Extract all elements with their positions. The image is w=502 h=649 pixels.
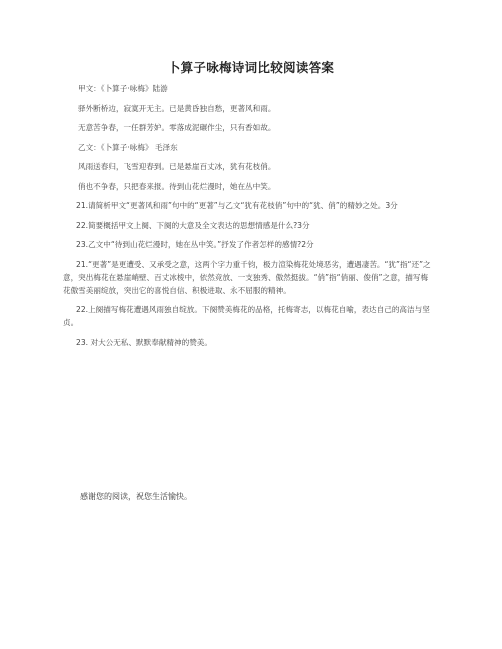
answer-23: 23. 对大公无私、默默奉献精神的赞美。 <box>76 337 212 347</box>
document-body <box>63 82 434 355</box>
question-21: 21.请简析甲文“更著风和雨”句中的“更著”与乙文“犹有花枝俏”句中的“犹、俏”的精妙之处。3分 <box>76 201 398 210</box>
poem-b-line-2: 俏也不争春，只把春来报。待到山花烂漫时，她在丛中笑。 <box>78 181 276 191</box>
document-title: 卜算子咏梅诗词比较阅读答案 <box>167 60 335 75</box>
question-23: 23.乙文中“待到山花烂漫时，她在丛中笑。”抒发了作者怎样的感情?2分 <box>76 240 314 249</box>
poem-a-heading: 甲文：《卜算子·咏梅》陆游 <box>78 84 168 93</box>
poem-a-line-2: 无意苦争春，一任群芳妒。零落成泥碾作尘，只有香如故。 <box>78 123 276 132</box>
answer-21: 21.“更著”是更遭受、又承受之意，这两个字力重千钧，极力渲染梅花处境恶劣，遭遇凄苦。“犹”指“还”之意，突出梅花在悬崖峭壁、百丈冰棱中，依然竞放、一支独秀、傲然挺拔。“俏”指“俏丽、俊俏”之意，描写梅花傲雪美丽绽放，突出它的喜悦自信、积极进取、永不屈服的精神。 <box>63 259 431 295</box>
poem-a-line-1: 驿外断桥边，寂寞开无主。已是黄昏独自愁，更著风和雨。 <box>78 103 276 113</box>
document-footer: 感谢您的阅读，祝您生活愉快。 <box>80 492 192 501</box>
question-22: 22.简要概括甲文上阕、下阕的大意及全文表达的思想情感是什么?3分 <box>76 220 310 230</box>
poem-b-heading: 乙文：《卜算子·咏梅》 毛泽东 <box>78 142 178 152</box>
answer-22: 22.上阕描写梅花遭遇风雨独自绽放。下阕赞美梅花的品格，托梅寄志，以梅花自喻，表达自己的高洁与坚贞。 <box>63 305 430 327</box>
poem-b-line-1: 风雨送春归，飞雪迎春到。已是悬崖百丈冰，犹有花枝俏。 <box>78 162 276 171</box>
